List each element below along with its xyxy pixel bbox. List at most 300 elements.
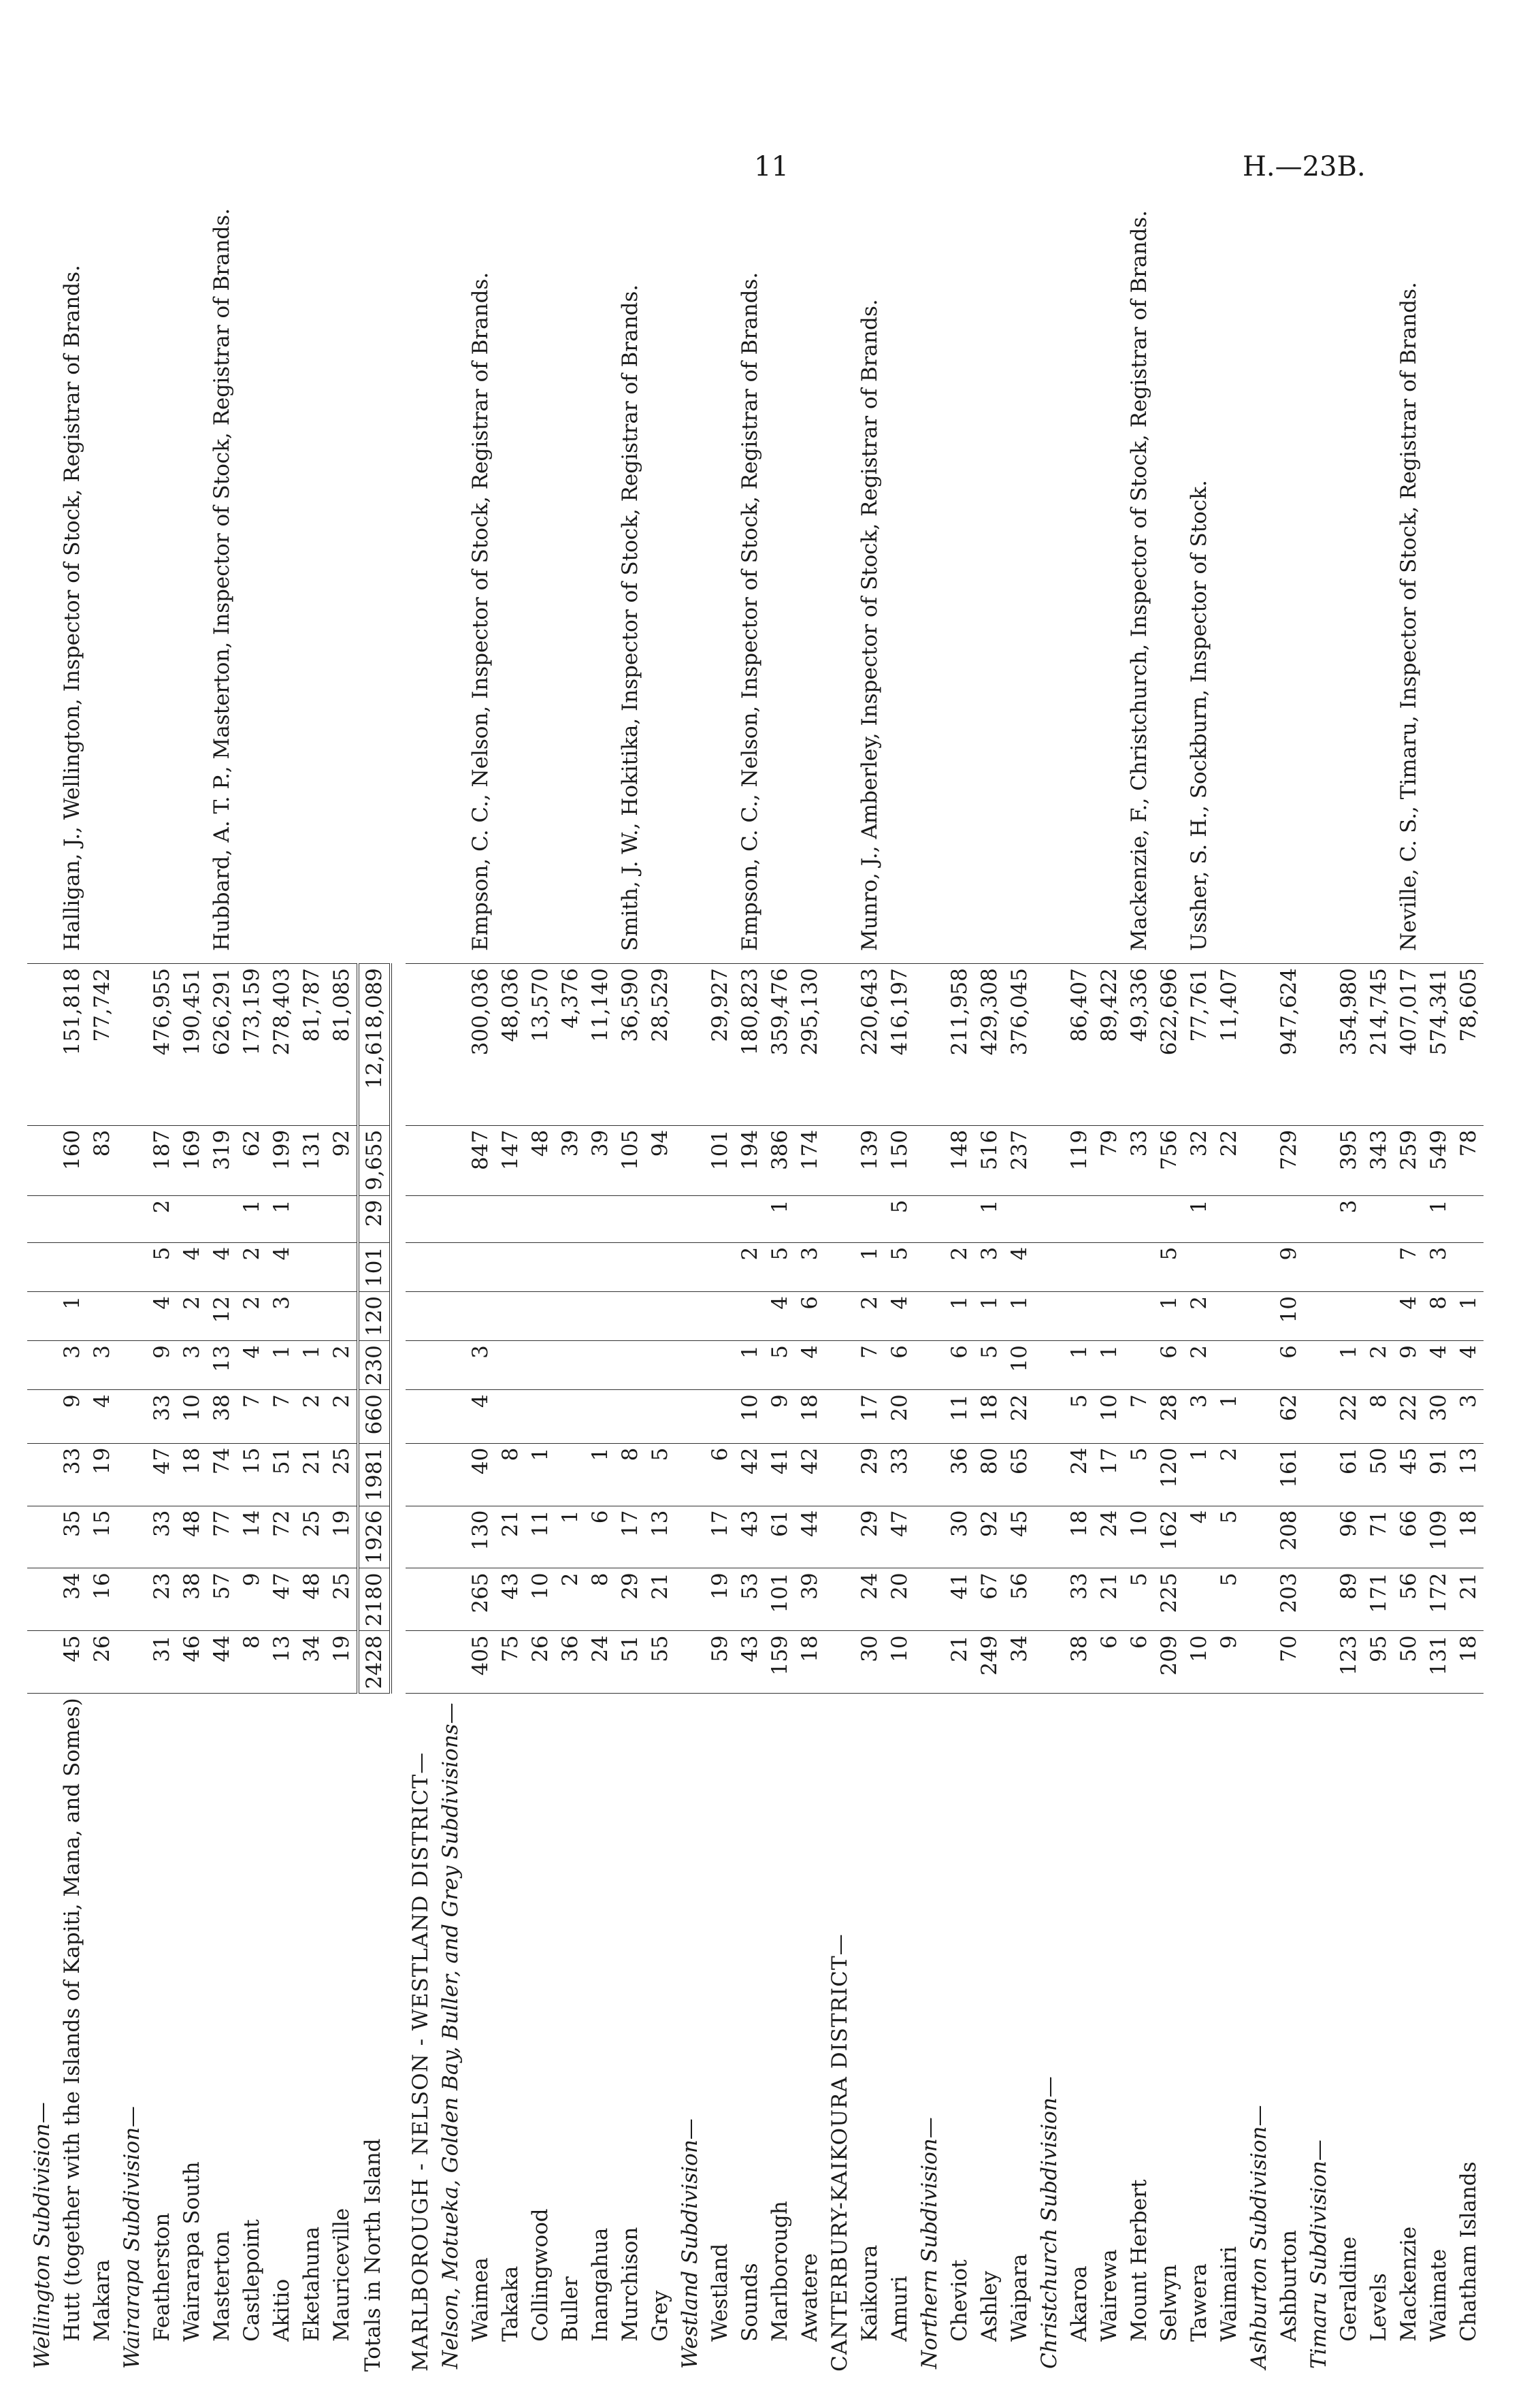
row-label: Eketahuna	[299, 2226, 324, 2342]
table-row	[1094, 197, 1124, 2376]
value-cell	[525, 1242, 555, 1291]
value-cell	[27, 964, 57, 1126]
value-cell: 10	[1274, 1291, 1304, 1340]
value-cell: 23	[147, 1568, 177, 1631]
value-cell: 1	[1184, 1443, 1214, 1506]
value-cell: 660	[358, 1390, 391, 1443]
value-cell	[117, 1631, 147, 1694]
value-cell	[795, 1195, 825, 1242]
value-cell	[915, 1568, 945, 1631]
value-cell: 3	[267, 1291, 297, 1340]
value-cell: 1	[237, 1195, 267, 1242]
value-cell	[675, 1443, 705, 1506]
inspector-note	[675, 197, 705, 964]
value-cell: 8	[1424, 1291, 1454, 1340]
value-cell	[645, 1195, 675, 1242]
value-cell: 4	[237, 1341, 267, 1390]
value-cell: 1	[974, 1291, 1004, 1340]
value-cell: 21	[645, 1568, 675, 1631]
value-cell: 39	[555, 1125, 585, 1195]
value-cell: 180,823	[735, 964, 765, 1126]
row-label: Ashburton	[1277, 2230, 1301, 2342]
value-cell	[1304, 1506, 1334, 1568]
value-cell: 172	[1424, 1568, 1454, 1631]
inspector-note: Empson, C. C., Nelson, Inspector of Stock, Registrar of Brands.	[738, 272, 762, 952]
sub-label: Westland Subdivision—	[678, 2118, 702, 2369]
value-cell: 95	[1364, 1631, 1394, 1694]
value-cell: 21	[297, 1443, 327, 1506]
value-cell: 148	[945, 1125, 974, 1195]
value-cell: 44	[207, 1631, 237, 1694]
inspector-note: Hubbard, A. T. P., Masterton, Inspector of Stock, Registrar of Brands.	[210, 208, 234, 952]
value-cell: 120	[1154, 1443, 1184, 1506]
value-cell: 18	[177, 1443, 207, 1506]
value-cell: 9	[1274, 1242, 1304, 1291]
table-row	[495, 197, 525, 2376]
row-label: Masterton	[210, 2231, 234, 2342]
table-row	[735, 197, 765, 2376]
inspector-note: Munro, J., Amberley, Inspector of Stock, Registrar of Brands.	[857, 299, 882, 952]
value-cell: 29	[855, 1443, 885, 1506]
value-cell: 35	[57, 1506, 87, 1568]
value-cell: 1	[267, 1195, 297, 1242]
row-label: Ashley	[977, 2270, 1002, 2342]
value-cell: 6	[705, 1443, 735, 1506]
value-cell: 36	[945, 1443, 974, 1506]
inspector-note: Ussher, S. H., Sockburn, Inspector of Stock.	[1187, 480, 1211, 952]
value-cell	[735, 1291, 765, 1340]
value-cell	[1034, 1125, 1064, 1195]
value-cell: 2	[327, 1341, 358, 1390]
value-cell	[1124, 1242, 1154, 1291]
table-row	[765, 197, 795, 2376]
value-cell: 194	[735, 1125, 765, 1195]
value-cell	[855, 1195, 885, 1242]
value-cell	[1034, 1242, 1064, 1291]
table-row	[57, 197, 87, 2376]
sub-row	[1244, 197, 1274, 2376]
value-cell	[1304, 1125, 1334, 1195]
row-label: Takaka	[498, 2265, 523, 2342]
page-number: 11	[754, 151, 789, 182]
value-cell	[585, 1390, 615, 1443]
value-cell: 43	[735, 1506, 765, 1568]
value-cell	[1034, 1506, 1064, 1568]
value-cell	[675, 1195, 705, 1242]
value-cell: 20	[885, 1390, 915, 1443]
value-cell: 77,761	[1184, 964, 1214, 1126]
value-cell: 319	[207, 1125, 237, 1195]
value-cell: 42	[735, 1443, 765, 1506]
value-cell	[555, 1195, 585, 1242]
row-label: Tawera	[1187, 2263, 1211, 2342]
value-cell: 29	[615, 1568, 645, 1631]
value-cell	[1394, 1195, 1424, 1242]
value-cell: 30	[1424, 1390, 1454, 1443]
value-cell: 4	[87, 1390, 117, 1443]
totals-label: Totals in North Island	[361, 2138, 385, 2372]
table-row	[615, 197, 645, 2376]
value-cell: 9	[57, 1390, 87, 1443]
value-cell: 4	[147, 1291, 177, 1340]
value-cell: 10	[1094, 1390, 1124, 1443]
value-cell: 16	[87, 1568, 117, 1631]
value-cell: 1	[555, 1506, 585, 1568]
value-cell	[585, 1291, 615, 1340]
row-label: Akaroa	[1067, 2265, 1092, 2342]
value-cell	[495, 1341, 525, 1390]
value-cell: 45	[1394, 1443, 1424, 1506]
value-cell: 24	[1094, 1506, 1124, 1568]
inspector-note	[825, 197, 855, 964]
value-cell: 1	[1424, 1195, 1454, 1242]
value-cell	[1334, 1242, 1364, 1291]
value-cell: 101	[705, 1125, 735, 1195]
value-cell: 34	[1004, 1631, 1034, 1694]
value-cell: 10	[525, 1568, 555, 1631]
value-cell	[915, 964, 945, 1126]
sub-label: Christchurch Subdivision—	[1037, 2076, 1062, 2369]
value-cell	[465, 1242, 495, 1291]
value-cell: 2	[1184, 1291, 1214, 1340]
value-cell: 40	[465, 1443, 495, 1506]
value-cell: 147	[495, 1125, 525, 1195]
value-cell	[615, 1291, 645, 1340]
value-cell	[117, 1242, 147, 1291]
value-cell: 10	[735, 1390, 765, 1443]
value-cell: 9	[147, 1341, 177, 1390]
value-cell	[825, 1631, 855, 1694]
value-cell	[436, 1443, 465, 1506]
sub-row	[1304, 197, 1334, 2376]
value-cell: 3	[177, 1341, 207, 1390]
inspector-note	[117, 197, 147, 964]
value-cell: 80	[974, 1443, 1004, 1506]
value-cell: 139	[855, 1125, 885, 1195]
value-cell: 131	[297, 1125, 327, 1195]
value-cell	[645, 1291, 675, 1340]
value-cell	[1094, 1291, 1124, 1340]
value-cell: 9	[237, 1568, 267, 1631]
table-row	[177, 197, 207, 2376]
value-cell: 2	[237, 1291, 267, 1340]
value-cell: 29,927	[705, 964, 735, 1126]
value-cell: 29	[358, 1195, 391, 1242]
value-cell	[1064, 1291, 1094, 1340]
value-cell: 42	[795, 1443, 825, 1506]
value-cell: 1	[1214, 1390, 1244, 1443]
value-cell: 119	[1064, 1125, 1094, 1195]
table-row	[945, 197, 974, 2376]
value-cell	[825, 1506, 855, 1568]
value-cell	[915, 1291, 945, 1340]
row-label: Buller	[558, 2276, 583, 2342]
value-cell	[436, 1568, 465, 1631]
row-label: Collingwood	[528, 2208, 553, 2342]
value-cell: 5	[147, 1242, 177, 1291]
value-cell	[1064, 1242, 1094, 1291]
table-row	[705, 197, 735, 2376]
value-cell: 1	[1334, 1341, 1364, 1390]
value-cell: 33	[147, 1506, 177, 1568]
value-cell	[406, 1242, 436, 1291]
rotated-table-container	[27, 197, 1524, 2376]
value-cell: 12	[207, 1291, 237, 1340]
value-cell: 1	[1154, 1291, 1184, 1340]
district-label: CANTERBURY-KAIKOURA DISTRICT—	[828, 1933, 852, 2372]
inspector-note	[1334, 197, 1364, 964]
value-cell	[117, 1125, 147, 1195]
value-cell: 4	[765, 1291, 795, 1340]
value-cell: 4	[177, 1242, 207, 1291]
value-cell: 70	[1274, 1631, 1304, 1694]
value-cell	[1304, 1291, 1334, 1340]
value-cell: 3	[87, 1341, 117, 1390]
value-cell	[675, 1631, 705, 1694]
row-label: Castlepoint	[240, 2219, 264, 2342]
value-cell: 6	[585, 1506, 615, 1568]
value-cell: 5	[1214, 1506, 1244, 1568]
value-cell: 162	[1154, 1506, 1184, 1568]
value-cell	[1304, 1568, 1334, 1631]
table-row	[1004, 197, 1034, 2376]
value-cell	[87, 1291, 117, 1340]
value-cell: 237	[1004, 1125, 1034, 1195]
value-cell	[297, 1291, 327, 1340]
inspector-note	[1454, 197, 1484, 964]
value-cell: 1	[525, 1443, 555, 1506]
value-cell: 6	[1274, 1341, 1304, 1390]
value-cell	[555, 1242, 585, 1291]
value-cell	[406, 1568, 436, 1631]
value-cell	[27, 1291, 57, 1340]
value-cell: 208	[1274, 1506, 1304, 1568]
value-cell: 47	[885, 1506, 915, 1568]
value-cell: 549	[1424, 1125, 1454, 1195]
value-cell	[1034, 1195, 1064, 1242]
value-cell: 376,045	[1004, 964, 1034, 1126]
table-row	[1424, 197, 1454, 2376]
value-cell	[406, 1390, 436, 1443]
value-cell: 41	[945, 1568, 974, 1631]
value-cell	[915, 1242, 945, 1291]
value-cell: 33	[1124, 1125, 1154, 1195]
value-cell: 77,742	[87, 964, 117, 1126]
value-cell: 20	[885, 1568, 915, 1631]
table-row	[1154, 197, 1184, 2376]
row-label: Wairarapa South	[180, 2161, 204, 2342]
value-cell	[1094, 1195, 1124, 1242]
value-cell: 947,624	[1274, 964, 1304, 1126]
value-cell: 5	[1154, 1242, 1184, 1291]
value-cell: 1926	[358, 1506, 391, 1568]
inspector-note	[1364, 197, 1394, 964]
value-cell: 39	[585, 1125, 615, 1195]
value-cell: 1	[297, 1341, 327, 1390]
value-cell: 18	[1454, 1631, 1484, 1694]
value-cell	[1034, 1631, 1064, 1694]
value-cell: 48	[177, 1506, 207, 1568]
value-cell	[1364, 1242, 1394, 1291]
table-row	[297, 197, 327, 2376]
inspector-note: Mackenzie, F., Christchurch, Inspector of Stock, Registrar of Brands.	[1127, 210, 1151, 952]
value-cell: 4	[1454, 1341, 1484, 1390]
value-cell: 4	[1424, 1341, 1454, 1390]
value-cell: 26	[525, 1631, 555, 1694]
value-cell: 101	[358, 1242, 391, 1291]
table-row	[87, 197, 117, 2376]
value-cell: 8	[495, 1443, 525, 1506]
value-cell: 7	[237, 1390, 267, 1443]
value-cell: 203	[1274, 1568, 1304, 1631]
value-cell	[915, 1125, 945, 1195]
value-cell: 94	[645, 1125, 675, 1195]
value-cell: 2	[735, 1242, 765, 1291]
row-label: Kaikoura	[857, 2244, 882, 2342]
value-cell: 13	[645, 1506, 675, 1568]
value-cell: 22	[1394, 1390, 1424, 1443]
value-cell: 105	[615, 1125, 645, 1195]
value-cell: 47	[147, 1443, 177, 1506]
value-cell: 295,130	[795, 964, 825, 1126]
value-cell	[555, 1443, 585, 1506]
value-cell	[1454, 1195, 1484, 1242]
inspector-note	[1214, 197, 1244, 964]
row-label: Mackenzie	[1396, 2226, 1421, 2342]
sub-row	[436, 197, 465, 2376]
table-row	[207, 197, 237, 2376]
value-cell: 13	[1454, 1443, 1484, 1506]
value-cell	[615, 1341, 645, 1390]
value-cell: 5	[645, 1443, 675, 1506]
value-cell: 13	[267, 1631, 297, 1694]
value-cell: 29	[855, 1506, 885, 1568]
value-cell	[615, 1242, 645, 1291]
value-cell: 9	[1394, 1341, 1424, 1390]
value-cell: 187	[147, 1125, 177, 1195]
value-cell	[406, 1506, 436, 1568]
value-cell	[825, 1341, 855, 1390]
value-cell: 45	[57, 1631, 87, 1694]
value-cell: 55	[645, 1631, 675, 1694]
value-cell: 4	[1394, 1291, 1424, 1340]
value-cell	[825, 964, 855, 1126]
value-cell	[406, 1195, 436, 1242]
value-cell: 7	[1394, 1242, 1424, 1291]
value-cell: 28	[1154, 1390, 1184, 1443]
value-cell: 45	[1004, 1506, 1034, 1568]
value-cell: 8	[585, 1568, 615, 1631]
value-cell: 190,451	[177, 964, 207, 1126]
value-cell: 5	[1214, 1568, 1244, 1631]
value-cell: 1	[57, 1291, 87, 1340]
value-cell: 33	[1064, 1568, 1094, 1631]
value-cell	[825, 1291, 855, 1340]
inspector-note	[585, 197, 615, 964]
document-code: H.—23B.	[1243, 151, 1366, 182]
value-cell: 1981	[358, 1443, 391, 1506]
value-cell	[915, 1631, 945, 1694]
table-row	[147, 197, 177, 2376]
value-cell	[27, 1390, 57, 1443]
table-row	[1334, 197, 1364, 2376]
value-cell: 847	[465, 1125, 495, 1195]
value-cell: 2	[855, 1291, 885, 1340]
value-cell: 72	[267, 1506, 297, 1568]
value-cell: 50	[1394, 1631, 1424, 1694]
value-cell: 92	[327, 1125, 358, 1195]
value-cell	[495, 1195, 525, 1242]
sub-row	[27, 197, 57, 2376]
value-cell: 405	[465, 1631, 495, 1694]
value-cell: 78	[1454, 1125, 1484, 1195]
value-cell: 9	[765, 1390, 795, 1443]
value-cell: 19	[705, 1568, 735, 1631]
value-cell	[406, 1291, 436, 1340]
value-cell	[675, 964, 705, 1126]
value-cell: 10	[1184, 1631, 1214, 1694]
table-row	[525, 197, 555, 2376]
value-cell: 56	[1004, 1568, 1034, 1631]
value-cell	[945, 1195, 974, 1242]
value-cell	[1364, 1291, 1394, 1340]
value-cell	[1214, 1242, 1244, 1291]
value-cell	[117, 1341, 147, 1390]
value-cell	[117, 1291, 147, 1340]
value-cell	[465, 1195, 495, 1242]
spacer-row	[391, 197, 406, 2376]
value-cell: 150	[885, 1125, 915, 1195]
value-cell	[705, 1242, 735, 1291]
value-cell	[915, 1195, 945, 1242]
value-cell: 4	[795, 1341, 825, 1390]
value-cell: 7	[1124, 1390, 1154, 1443]
value-cell: 2180	[358, 1568, 391, 1631]
value-cell	[1304, 964, 1334, 1126]
value-cell: 57	[207, 1568, 237, 1631]
value-cell: 4	[267, 1242, 297, 1291]
value-cell	[436, 1125, 465, 1195]
row-label: Awatere	[798, 2253, 822, 2342]
inspector-note	[1304, 197, 1334, 964]
value-cell	[675, 1125, 705, 1195]
value-cell: 34	[57, 1568, 87, 1631]
value-cell: 56	[1394, 1568, 1424, 1631]
value-cell	[117, 964, 147, 1126]
value-cell: 89	[1334, 1568, 1364, 1631]
value-cell: 6	[945, 1341, 974, 1390]
value-cell	[675, 1291, 705, 1340]
inspector-note	[795, 197, 825, 964]
value-cell	[1034, 1568, 1064, 1631]
inspector-note	[555, 197, 585, 964]
value-cell: 5	[1124, 1443, 1154, 1506]
value-cell: 151,818	[57, 964, 87, 1126]
value-cell: 476,955	[147, 964, 177, 1126]
value-cell: 2	[555, 1568, 585, 1631]
row-label: Featherston	[150, 2212, 174, 2342]
value-cell: 354,980	[1334, 964, 1364, 1126]
value-cell: 38	[1064, 1631, 1094, 1694]
value-cell: 3	[795, 1242, 825, 1291]
table-row	[585, 197, 615, 2376]
value-cell: 3	[1424, 1242, 1454, 1291]
value-cell	[1334, 1291, 1364, 1340]
value-cell: 25	[327, 1568, 358, 1631]
value-cell	[705, 1291, 735, 1340]
row-label: Mauriceville	[329, 2208, 354, 2342]
row-label: Murchison	[618, 2227, 642, 2342]
